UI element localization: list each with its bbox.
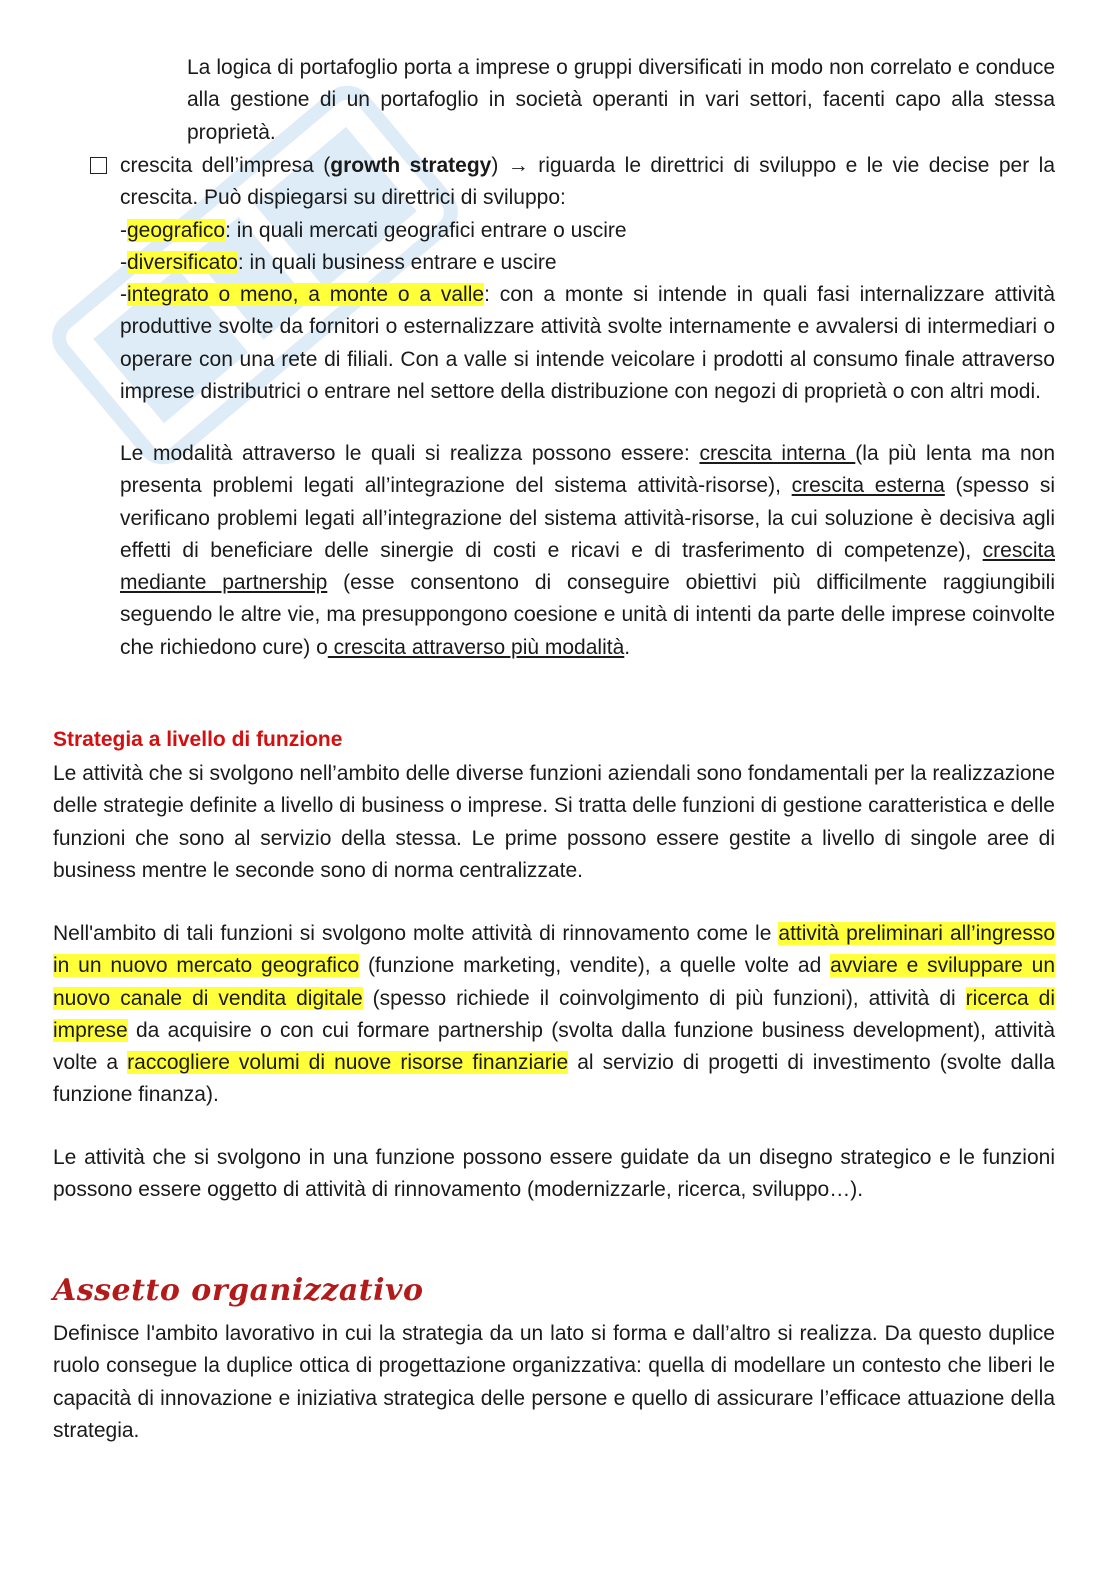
modes-text-4: (esse consentono di conseguire obiettivi più difficilmente raggiungibili seguendo le altre vie, ma presuppongono coesione e unità di intenti da parte delle imprese coinvolte che richiedono cure) o [120,571,1055,659]
int-term: integrato o meno, a monte o a valle [127,283,485,307]
modes-text-3: (spesso si verificano problemi legati all’integrazione del sistema attività-risorse, la cui soluzione è decisiva agli effetti di beneficiare delle sinergie di costi e ricavi e di trasferimento di competenze), [120,474,1055,562]
growth-modes-paragraph [120,438,1055,664]
geo-text: : in quali mercati geografici entrare o uscire [225,218,627,242]
modes-text-5: . [624,635,631,659]
growth-strategy-item [120,150,1055,408]
p2-highlight-1: attività preliminari all’ingresso in un nuovo mercato geografico [53,922,1055,978]
div-term: diversificato [127,250,238,274]
geo-prefix: - [120,218,127,242]
growth-term: growth strategy [330,154,492,177]
p2-text-4: da acquisire o con cui formare partnership (svolta dalla funzione business development), attività volte a [53,1018,1055,1075]
p2-highlight-4: raccogliere volumi di nuove risorse finanziarie [127,1051,569,1075]
p2-text-1: Nell'ambito di tali funzioni si svolgono molte attività di rinnovamento come le [53,922,779,945]
p2-highlight-2: avviare e sviluppare un nuovo canale di vendita digitale [53,954,1056,1010]
p2-text-2: (funzione marketing, vendite), a quelle volte ad [359,954,831,978]
p2-text-5: al servizio di progetti di investimento (svolte dalla funzione finanza). [53,1051,1055,1107]
funzione-paragraph-3: Le attività che si svolgono in una funzione possono essere guidate da un disegno strategico e le funzioni possono essere oggetto di attività di rinnovamento (modernizzarle, ricerca, sviluppo…). [53,1146,1055,1202]
checkbox-icon [90,157,107,174]
mode-partnership: crescita mediante partnership [120,538,1055,595]
mode-external: crescita esterna [791,474,945,498]
int-text: : con a monte si intende in quali fasi internalizzare attività produttive svolte da fornitori o esternalizzare attività svolte internamente e avvalersi di intermediari o operare con una rete di filiali. Con a valle si intende veicolare i prodotti al consumo finale attraverso imprese distributrici o entrare nel settore della distribuzione con negozi di proprietà o con altri modi. [120,283,1056,404]
direction-geographic [120,215,1055,247]
p2-text-3: (spesso richiede il coinvolgimento di più funzioni), attività di [362,986,966,1010]
growth-lead: crescita dell’impresa ( [120,154,331,177]
funzione-paragraph-1: Le attività che si svolgono nell’ambito delle diverse funzioni aziendali sono fondamentali per la realizzazione delle strategie definite a livello di business o imprese. Si tratta delle funzioni di gestione caratteristica e delle funzioni che sono al servizio della stessa. Le prime possono essere gestite a livello di singole aree di business mentre le seconde sono di norma centralizzate. [53,762,1055,882]
direction-diversified [120,247,1055,279]
modes-text-1: Le modalità attraverso le quali si realizza possono essere: [120,442,700,465]
growth-after-term: ) → riguarda le direttrici di sviluppo e le vie decise per la crescita. Può dispiegarsi su direttrici di sviluppo: [120,154,1055,210]
div-text: : in quali business entrare e uscire [237,250,557,274]
mode-multiple: crescita attraverso più modalità [327,635,625,659]
direction-integrated [120,279,1055,408]
modes-text-2: (la più lenta ma non presenta problemi legati all’integrazione del sistema attività-risorse), [120,442,1055,498]
int-prefix: - [120,283,127,307]
geo-term: geografico [127,218,226,242]
portfolio-logic-paragraph: La logica di portafoglio porta a imprese o gruppi diversificati in modo non correlato e conduce alla gestione di un portafoglio in società operanti in vari settori, facenti capo alla stessa proprietà. [187,56,1055,144]
div-prefix: - [120,250,127,274]
mode-internal: crescita interna [699,442,856,465]
p2-highlight-3: ricerca di imprese [53,986,1055,1042]
assetto-paragraph: Definisce l'ambito lavorativo in cui la strategia da un lato si forma e dall’altro si realizza. Da questo duplice ruolo consegue la duplice ottica di progettazione organizzativa: quella di modellare un contesto che liberi le capacità di innovazione e iniziativa strategica delle persone e quello di assicurare l’efficace attuazione della strategia. [53,1322,1055,1442]
funzione-paragraph-2 [53,918,1055,1112]
section-heading-funzione: Strategia a livello di funzione [53,728,343,751]
section-heading-assetto: Assetto organizzativo [53,1273,424,1308]
